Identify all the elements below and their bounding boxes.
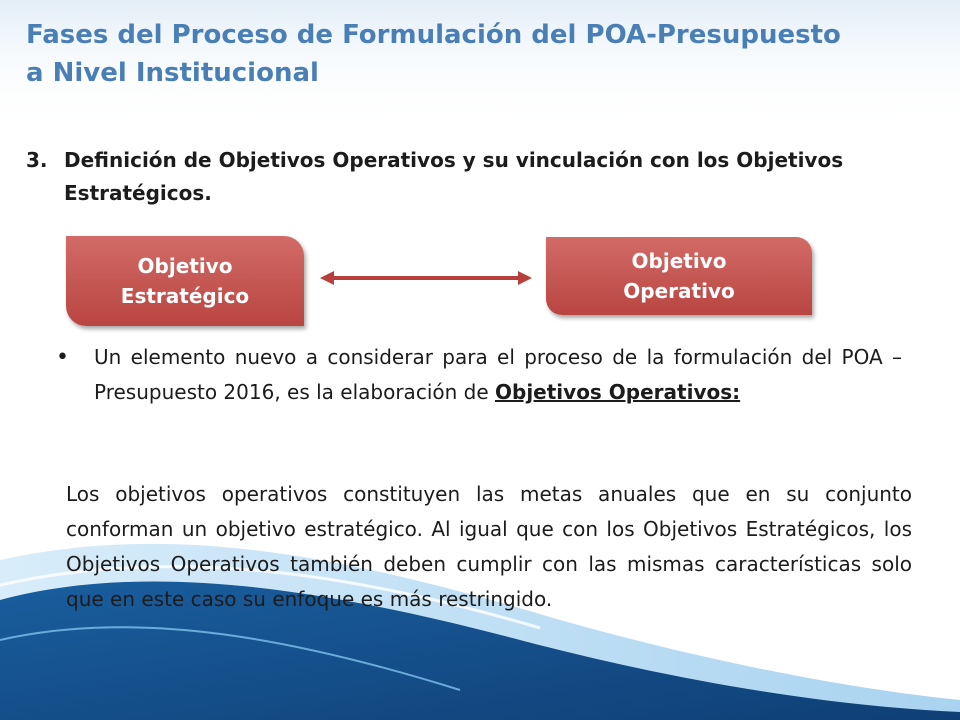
- title-line-2: a Nivel Institucional: [26, 58, 319, 88]
- bullet-text: Un elemento nuevo a considerar para el proceso de la formulación del POA –Presupuesto 2016, es la elaboración de: [94, 345, 902, 404]
- section-text: Definición de Objetivos Operativos y su vinculación con los Objetivos Estratégicos.: [64, 148, 844, 205]
- bullet-text-block: [94, 340, 902, 410]
- bullet-emphasis: Objetivos Operativos:: [495, 380, 741, 404]
- slide-title: [26, 16, 926, 92]
- bullet-marker: •: [56, 345, 69, 370]
- double-arrow-icon: [320, 266, 532, 290]
- left-box-line-1: Objetivo: [137, 254, 233, 278]
- objetivo-estrategico-box: [66, 236, 304, 326]
- left-box-line-2: Estratégico: [120, 284, 250, 308]
- right-box-line-2: Operativo: [623, 279, 735, 303]
- body-paragraph: Los objetivos operativos constituyen las metas anuales que en su conjunto conforman un objetivo estratégico. Al igual que con los Objetivos Estratégicos, los Objetivos Operativos también deben cumplir con las mismas características solo que en este caso su enfoque es más restringido.: [66, 482, 912, 611]
- title-line-1: Fases del Proceso de Formulación del POA-Presupuesto: [26, 20, 841, 50]
- right-box-line-1: Objetivo: [631, 249, 727, 273]
- section-number: 3.: [26, 148, 48, 172]
- objetivo-operativo-box: [546, 237, 812, 315]
